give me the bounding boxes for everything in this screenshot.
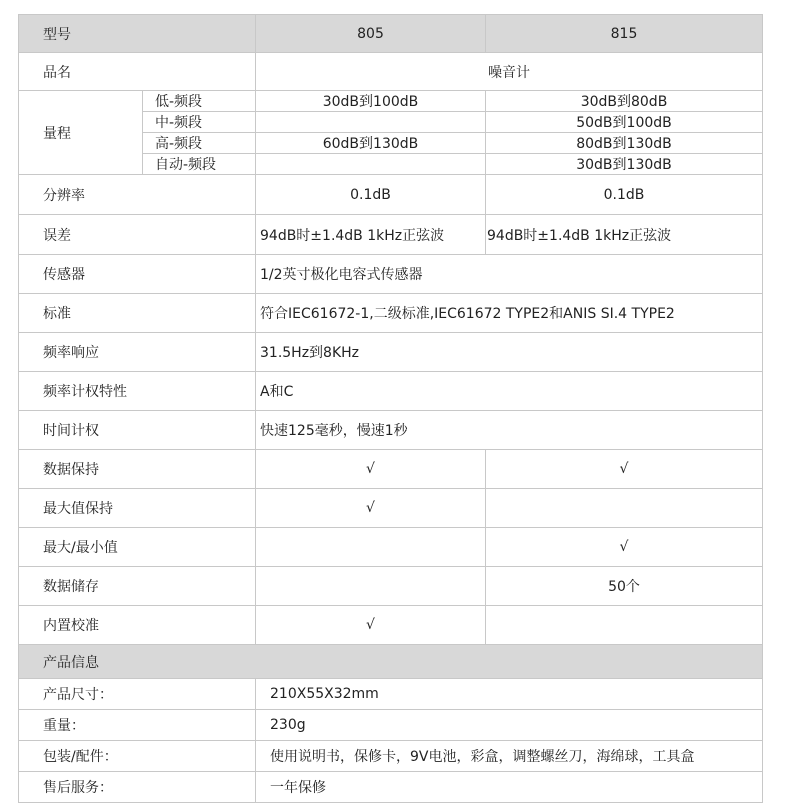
product-info-header — [19, 645, 763, 679]
max-hold-805: √ — [256, 489, 486, 528]
resolution-label: 分辨率 — [19, 175, 256, 215]
package-label: 包装/配件： — [19, 741, 256, 772]
storage-815: 50个 — [486, 567, 763, 606]
service-label: 售后服务： — [19, 772, 256, 803]
freq-response-row — [19, 333, 763, 372]
error-805: 94dB时±1.4dB 1kHz正弦波 — [256, 215, 486, 255]
range-805: 30dB到100dB — [256, 91, 486, 112]
product-info-title: 产品信息 — [19, 645, 763, 679]
range-805: 60dB到130dB — [256, 133, 486, 154]
freq-weighting-label: 频率计权特性 — [19, 372, 256, 411]
freq-weighting-value: A和C — [256, 372, 763, 411]
max-min-label: 最大/最小值 — [19, 528, 256, 567]
standard-value: 符合IEC61672-1,二级标准,IEC61672 TYPE2和ANIS SI.4 TYPE2 — [256, 294, 763, 333]
freq-weighting-row — [19, 372, 763, 411]
storage-805 — [256, 567, 486, 606]
product-name-row — [19, 53, 763, 91]
standard-row — [19, 294, 763, 333]
freq-response-label: 频率响应 — [19, 333, 256, 372]
package-value: 使用说明书，保修卡，9V电池，彩盒，调整螺丝刀，海绵球，工具盒 — [256, 741, 763, 772]
max-min-805 — [256, 528, 486, 567]
calibration-row — [19, 606, 763, 645]
max-min-815: √ — [486, 528, 763, 567]
range-805 — [256, 112, 486, 133]
product-name-value: 噪音计 — [256, 53, 763, 91]
size-row — [19, 679, 763, 710]
storage-label: 数据储存 — [19, 567, 256, 606]
max-hold-label: 最大值保持 — [19, 489, 256, 528]
time-weighting-label: 时间计权 — [19, 411, 256, 450]
range-row — [19, 91, 763, 112]
model-805: 805 — [256, 15, 486, 53]
range-label: 量程 — [19, 91, 143, 175]
time-weighting-value: 快速125毫秒，慢速1秒 — [256, 411, 763, 450]
error-815: 94dB时±1.4dB 1kHz正弦波 — [486, 215, 763, 255]
resolution-805: 0.1dB — [256, 175, 486, 215]
error-label: 误差 — [19, 215, 256, 255]
max-min-row — [19, 528, 763, 567]
max-hold-815 — [486, 489, 763, 528]
package-row — [19, 741, 763, 772]
calibration-805: √ — [256, 606, 486, 645]
calibration-815 — [486, 606, 763, 645]
data-hold-815: √ — [486, 450, 763, 489]
range-815: 30dB到80dB — [486, 91, 763, 112]
weight-row — [19, 710, 763, 741]
max-hold-row — [19, 489, 763, 528]
data-hold-label: 数据保持 — [19, 450, 256, 489]
weight-value: 230g — [256, 710, 763, 741]
freq-response-value: 31.5Hz到8KHz — [256, 333, 763, 372]
standard-label: 标准 — [19, 294, 256, 333]
size-label: 产品尺寸： — [19, 679, 256, 710]
spec-table — [18, 14, 763, 803]
sensor-value: 1/2英寸极化电容式传感器 — [256, 255, 763, 294]
product-name-label: 品名 — [19, 53, 256, 91]
range-815: 80dB到130dB — [486, 133, 763, 154]
resolution-815: 0.1dB — [486, 175, 763, 215]
range-815: 30dB到130dB — [486, 154, 763, 175]
storage-row — [19, 567, 763, 606]
time-weighting-row — [19, 411, 763, 450]
model-815: 815 — [486, 15, 763, 53]
error-row — [19, 215, 763, 255]
resolution-row — [19, 175, 763, 215]
range-band: 低-频段 — [143, 91, 256, 112]
data-hold-805: √ — [256, 450, 486, 489]
calibration-label: 内置校准 — [19, 606, 256, 645]
range-band: 中-频段 — [143, 112, 256, 133]
model-label: 型号 — [19, 15, 256, 53]
header-row — [19, 15, 763, 53]
service-value: 一年保修 — [256, 772, 763, 803]
sensor-label: 传感器 — [19, 255, 256, 294]
range-805 — [256, 154, 486, 175]
weight-label: 重量： — [19, 710, 256, 741]
range-band: 高-频段 — [143, 133, 256, 154]
data-hold-row — [19, 450, 763, 489]
sensor-row — [19, 255, 763, 294]
range-815: 50dB到100dB — [486, 112, 763, 133]
size-value: 210X55X32mm — [256, 679, 763, 710]
range-band: 自动-频段 — [143, 154, 256, 175]
service-row — [19, 772, 763, 803]
